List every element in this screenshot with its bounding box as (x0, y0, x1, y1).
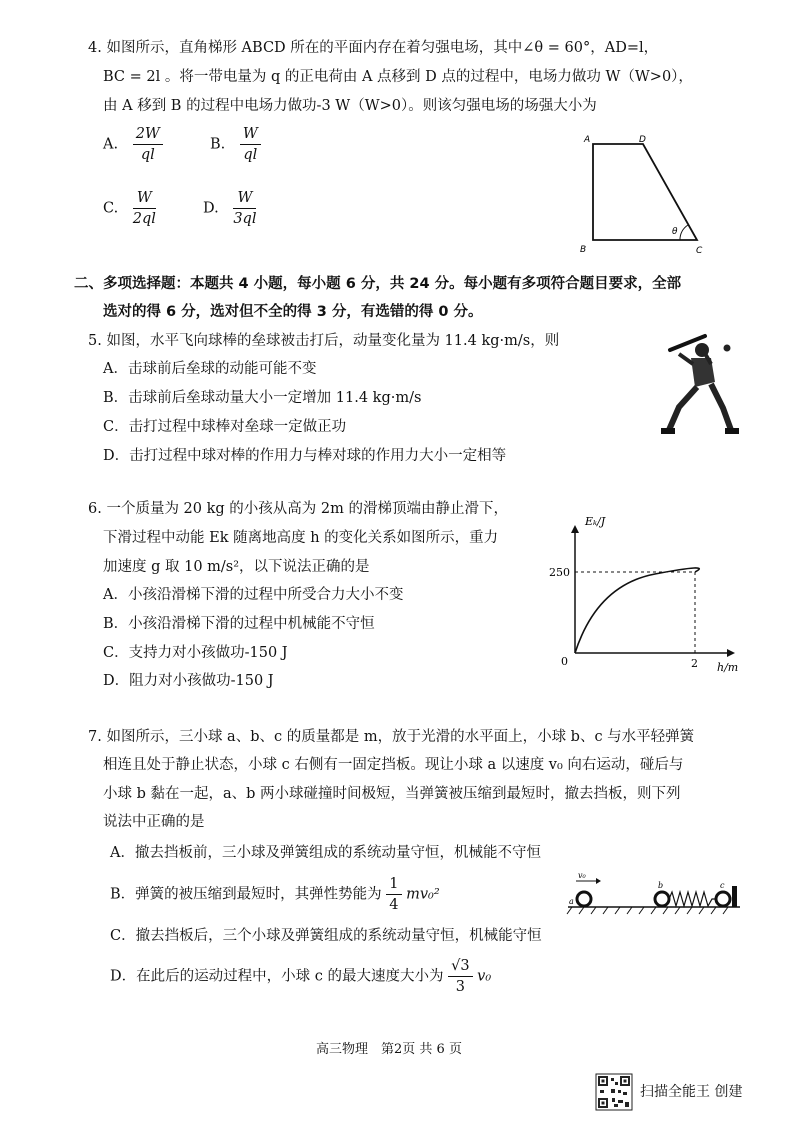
label-C: C (696, 246, 703, 256)
q7-stem-line2: 相连且处于静止状态，小球 c 右侧有一固定挡板。现让小球 a 以速度 v₀ 向右运动，碰后与 (103, 757, 684, 773)
section2-header-line1: 二、多项选择题：本题共 4 小题，每小题 6 分，共 24 分。每小题有多项符合题目要求，全部 (74, 276, 682, 292)
label-theta: θ (672, 227, 678, 237)
q6-stem-line2: 下滑过程中动能 Ek 随离地高度 h 的变化关系如图所示，重力 (103, 530, 499, 546)
q7-option-a: A．撤去挡板前，三小球及弹簧组成的系统动量守恒，机械能不守恒 (110, 845, 541, 861)
q4-option-a: A. $\frac{2W}{ql}$ (103, 124, 163, 165)
label-v0: v₀ (578, 871, 586, 880)
q4-stem-line3: 由 A 移到 B 的过程中电场力做功-3 W（W>0）。则该匀强电场的场强大小为 (103, 98, 597, 114)
q6-stem-line3: 加速度 g 取 10 m/s²，以下说法正确的是 (103, 559, 370, 575)
q6-option-a: A．小孩沿滑梯下滑的过程中所受合力大小不变 (103, 587, 404, 603)
q5-stem: 5. 如图，水平飞向球棒的垒球被击打后，动量变化量为 11.4 kg·m/s，则 (88, 333, 560, 349)
q7-option-c: C．撤去挡板后，三个小球及弹簧组成的系统动量守恒，机械能守恒 (110, 928, 542, 944)
qr-code-icon (596, 1074, 632, 1110)
q4-option-b: B. $\frac{W}{ql}$ (210, 124, 261, 165)
q5-option-b: B．击球前后垒球动量大小一定增加 11.4 kg·m/s (103, 390, 422, 406)
page-footer: 高三物理 第2页 共 6 页 (316, 1042, 462, 1057)
q6-option-b: B．小孩沿滑梯下滑的过程中机械能不守恒 (103, 616, 375, 632)
graph-ytick-250: 250 (549, 566, 570, 579)
q6-stem-line1: 6. 一个质量为 20 kg 的小孩从高为 2m 的滑梯顶端由静止滑下， (88, 501, 508, 517)
q5-option-a: A．击球前后垒球的动能可能不变 (103, 361, 317, 377)
q5-option-c: C．击打过程中球棒对垒球一定做正功 (103, 419, 347, 435)
q7-stem-line3: 小球 b 黏在一起，a、b 两小球碰撞时间极短，当弹簧被压缩到最短时，撤去挡板，则下列 (103, 786, 681, 802)
q7-stem-line4: 说法中正确的是 (103, 814, 205, 830)
label-D: D (639, 135, 646, 145)
label-a: a (569, 897, 574, 906)
q4-option-d: D. $\frac{W}{3ql}$ (203, 190, 257, 227)
label-B: B (580, 245, 587, 255)
graph-ylabel: Eₖ/J (585, 515, 606, 528)
q7-option-d: D．在此后的运动过程中，小球 c 的最大速度大小为 $\frac{√3}{3}$ v₀ (110, 958, 492, 995)
graph-origin: 0 (561, 655, 568, 668)
ek-h-graph (545, 505, 755, 675)
graph-xtick-2: 2 (691, 657, 698, 670)
label-A: A (584, 135, 591, 145)
trapezoid-figure (580, 130, 710, 260)
q5-option-d: D．击打过程中球对棒的作用力与棒对球的作用力大小一定相等 (103, 448, 507, 464)
batter-illustration (655, 332, 745, 442)
q6-option-d: D．阻力对小孩做功-150 J (103, 673, 274, 689)
graph-xlabel: h/m (717, 661, 739, 674)
q7-stem-line1: 7. 如图所示，三小球 a、b、c 的质量都是 m，放于光滑的水平面上，小球 b、c 与水平轻弹簧 (88, 729, 695, 745)
label-c: c (720, 881, 725, 890)
q4-stem-line1: 4. 如图所示，直角梯形 ABCD 所在的平面内存在着匀强电场，其中∠θ = 60°，AD=l， (88, 40, 659, 56)
spring-balls-figure (564, 868, 754, 918)
watermark-text: 扫描全能王 创建 (640, 1084, 743, 1100)
q4-option-c: C. $\frac{W}{2ql}$ (103, 190, 156, 227)
section2-header-line2: 选对的得 6 分，选对但不全的得 3 分，有选错的得 0 分。 (103, 304, 483, 320)
q7-option-b: B．弹簧的被压缩到最短时，其弹性势能为 $\frac{1}{4}$ mv₀² (110, 876, 440, 913)
q4-stem-line2: BC = 2l 。将一带电量为 q 的正电荷由 A 点移到 D 点的过程中，电场力做功 W（W>0）， (103, 69, 693, 85)
q6-option-c: C．支持力对小孩做功-150 J (103, 645, 288, 661)
label-b: b (658, 881, 664, 890)
